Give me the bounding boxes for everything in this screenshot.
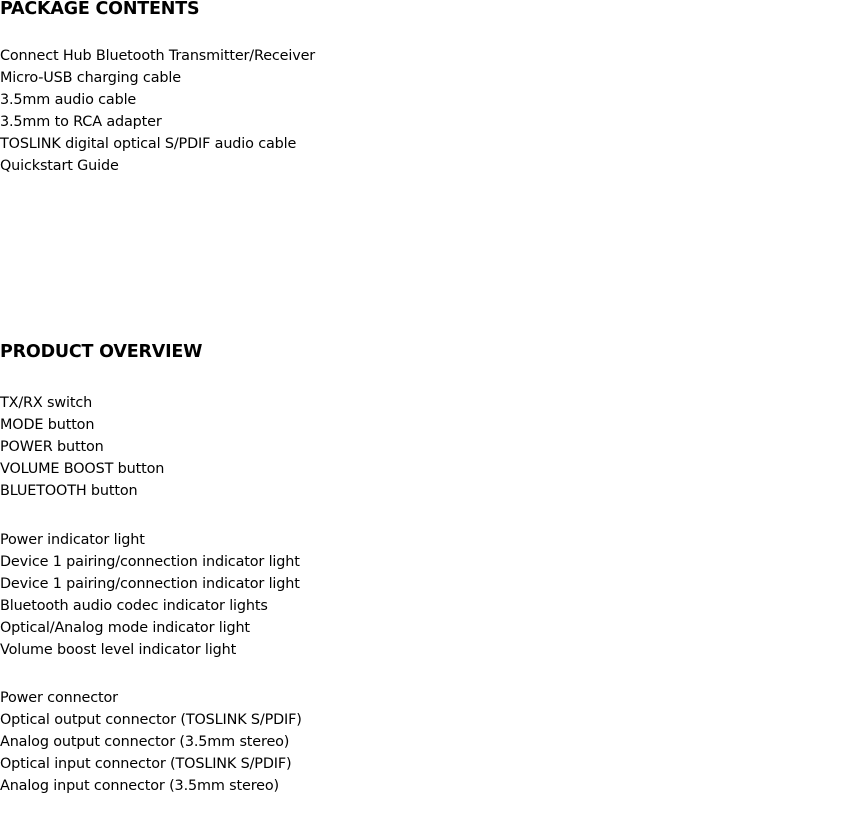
list-item: Optical input connector (TOSLINK S/PDIF) [0,756,292,772]
list-item: BLUETOOTH button [0,483,138,499]
list-item: 3.5mm audio cable [0,92,137,108]
list-item: TX/RX switch [0,395,93,411]
list-item: 3.5mm to RCA adapter [0,114,162,130]
list-item: Device 1 pairing/connection indicator light [0,554,300,570]
list-item: POWER button [0,439,104,455]
list-item: MODE button [0,417,95,433]
package-contents-list [0,45,315,177]
list-item: Micro-USB charging cable [0,70,181,86]
package-contents-heading: PACKAGE CONTENTS [0,0,200,19]
list-item: Optical output connector (TOSLINK S/PDIF) [0,712,302,728]
connectors-list [0,687,302,797]
list-item: Power connector [0,690,118,706]
list-item: Volume boost level indicator light [0,642,237,658]
list-item: Quickstart Guide [0,158,119,174]
list-item: Bluetooth audio codec indicator lights [0,598,268,614]
controls-list [0,392,164,502]
indicators-list [0,529,300,661]
list-item: TOSLINK digital optical S/PDIF audio cable [0,136,297,152]
product-overview-heading: PRODUCT OVERVIEW [0,342,203,362]
list-item: Analog output connector (3.5mm stereo) [0,734,290,750]
list-item: Power indicator light [0,532,145,548]
list-item: VOLUME BOOST button [0,461,165,477]
list-item: Optical/Analog mode indicator light [0,620,250,636]
list-item: Device 1 pairing/connection indicator light [0,576,300,592]
list-item: Connect Hub Bluetooth Transmitter/Receiver [0,48,316,64]
list-item: Analog input connector (3.5mm stereo) [0,778,279,794]
